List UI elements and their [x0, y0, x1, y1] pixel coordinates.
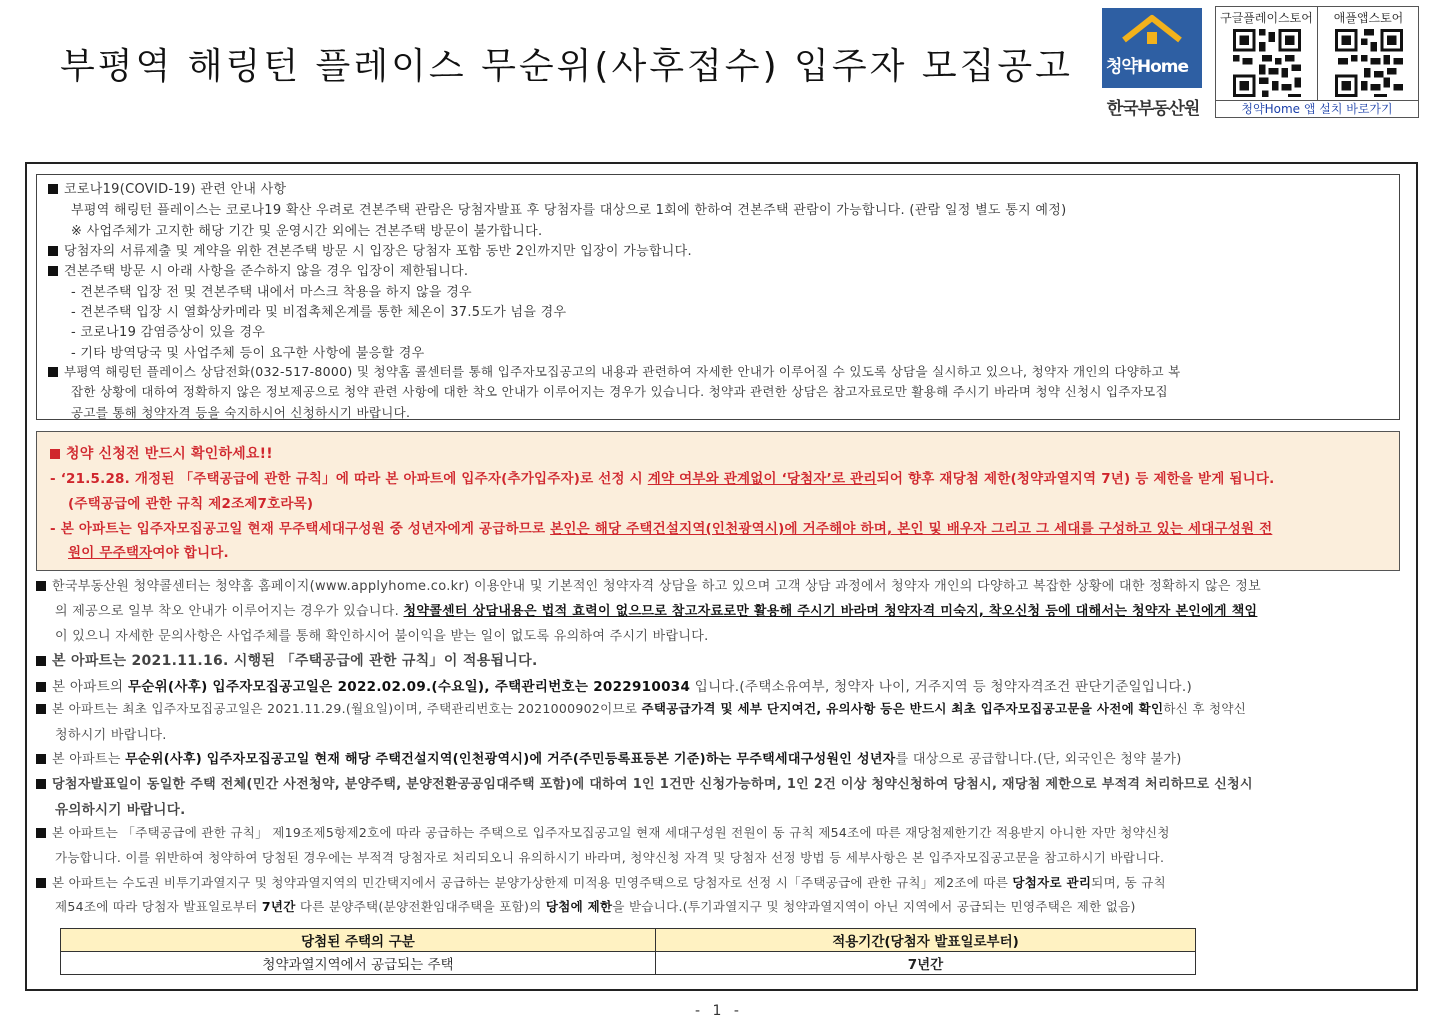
covid-line-6: - 견본주택 입장 시 열화상카메라 및 비접촉체온계를 통한 체온이 37.5도가 넘을 경우 — [71, 305, 567, 320]
logo-badge — [1102, 8, 1202, 88]
main-para-2: 본 아파트는 2021.11.16. 시행된 「주택공급에 관한 규칙」이 적용됩니다. — [52, 653, 538, 669]
bullet-square-icon — [36, 754, 46, 764]
main-para-1c: 청약콜센터 상담내용은 법적 효력이 없으므로 참고자료로만 활용해 주시기 바라며 청약자격 미숙지, 착오신청 등에 대해서는 청약자 본인에게 책임 — [403, 604, 1258, 619]
qr-code-icon — [1233, 29, 1301, 97]
applyhome-logo — [1102, 8, 1204, 118]
table-cell-category: 청약과열지역에서 공급되는 주택 — [61, 952, 656, 975]
qr-google[interactable] — [1216, 7, 1318, 100]
main-para-4c: 하신 후 청약신 — [1163, 701, 1247, 716]
logo-org: 한국부동산원 — [1106, 99, 1200, 119]
bullet-square-icon — [36, 779, 46, 789]
warning-line-1 — [50, 467, 1275, 487]
main-para-7-row — [36, 823, 1170, 841]
main-para-3a: 본 아파트의 — [52, 679, 128, 695]
bullet-square-icon — [50, 449, 60, 459]
table-cell-period: 7년간 — [656, 952, 1196, 975]
main-para-9c: 다른 분양주택(분양전환임대주택을 포함)의 — [295, 899, 546, 914]
main-para-3b: 무순위(사후) 입주자모집공고일은 2022.02.09.(수요일), 주택관리번호는 2022910034 — [127, 679, 691, 695]
bullet-square-icon — [48, 367, 58, 377]
warning-line-3b: 본인은 해당 주택건설지역(인천광역시)에 거주해야 하며, 본인 및 배우자 그리고 그 세대를 구성하고 있는 세대구성원 전 — [550, 521, 1273, 537]
main-para-5-row — [36, 748, 1182, 767]
app-install-link[interactable]: 청약Home 앱 설치 바로가기 — [1216, 100, 1418, 118]
main-para-8-row — [36, 873, 1166, 891]
covid-line-11: 공고를 통해 청약자격 등을 숙지하시어 신청하시기 바랍니다. — [71, 405, 411, 420]
bullet-square-icon — [36, 878, 46, 888]
covid-line-9: 부평역 해링턴 플레이스 상담전화(032-517-8000) 및 청약홈 콜센터를 통해 입주자모집공고의 내용과 관련하여 자세한 안내가 이루어질 수 있도록 상담을 실시하고 있으나, 청약자 개인의 다양하고 복 — [64, 364, 1181, 379]
main-para-1-line-2 — [55, 600, 1257, 619]
main-para-2-row — [36, 650, 538, 670]
main-para-3-row — [36, 675, 1192, 695]
bullet-square-icon — [36, 704, 46, 714]
covid-line-1: 부평역 해링턴 플레이스는 코로나19 확산 우려로 견본주택 관람은 당첨자발표 후 당첨자를 대상으로 1회에 한하여 견본주택 관람이 가능합니다. (관람 일정 별도 통지 예정) — [71, 203, 1067, 218]
main-para-9-row — [55, 897, 1136, 915]
table-header-period: 적용기간(당첨자 발표일로부터) — [656, 929, 1196, 952]
main-para-5b: 무순위(사후) 입주자모집공고일 현재 해당 주택건설지역(인천광역시)에 거주(주민등록표등본 기준)하는 무주택세대구성원인 성년자 — [125, 752, 896, 767]
main-para-7b: 가능합니다. 이를 위반하여 청약하여 당첨된 경우에는 부적격 당첨자로 처리되오니 유의하시기 바라며, 청약신청 자격 및 당첨자 선정 방법 등 세부사항은 본 입주자모집공고문을 참고하시기 바랍니다. — [55, 850, 1165, 865]
main-para-9a: 제54조에 따라 당첨자 발표일로부터 — [55, 899, 262, 914]
main-para-6b: 유의하시기 바랍니다. — [55, 802, 186, 818]
bullet-square-icon — [36, 682, 46, 692]
covid-line-5: - 견본주택 입장 전 및 견본주택 내에서 마스크 착용을 하지 않을 경우 — [71, 285, 472, 300]
warning-heading: 청약 신청전 반드시 확인하세요!! — [66, 446, 273, 462]
warning-line-1c: 되어 향후 재당첨 제한(청약과열지역 7년) 등 제한을 받게 됩니다. — [876, 471, 1275, 487]
logo-brand: 청약Home — [1106, 57, 1188, 77]
warning-line-1b: 계약 여부와 관계없이 ‘당첨자’로 관리 — [647, 471, 877, 487]
main-para-7: 본 아파트는 「주택공급에 관한 규칙」 제19조제5항제2호에 따라 공급하는 주택으로 입주자모집공고일 현재 세대구성원 전원이 동 규칙 제54조에 따른 재당첨제한기간 적용받지 아니한 자만 청약신청 — [52, 825, 1170, 840]
bullet-square-icon — [36, 581, 46, 591]
main-para-4b: 주택공급가격 및 세부 단지여건, 유의사항 등은 반드시 최초 입주자모집공고문을 사전에 확인 — [641, 701, 1164, 716]
house-icon — [1120, 14, 1184, 50]
main-para-6: 당첨자발표일이 동일한 주택 전체(민간 사전청약, 분양주택, 분양전환공공임대주택 포함)에 대하여 1인 1건만 신청가능하며, 1인 2건 이상 청약신청하여 당첨시, 재당첨 제한으로 부적격 처리하므로 신청시 — [52, 777, 1253, 792]
qr-apple[interactable] — [1318, 7, 1419, 100]
main-para-5a: 본 아파트는 — [52, 752, 126, 767]
covid-line-2: ※ 사업주체가 고지한 해당 기간 및 운영시간 외에는 견본주택 방문이 불가합니다. — [71, 224, 543, 239]
covid-line-3-row — [48, 240, 692, 259]
warning-line-1a: - ‘21.5.28. 개정된 「주택공급에 관한 규칙」에 따라 본 아파트에 입주자(추가입주자)로 선정 시 — [50, 471, 648, 487]
qr-code-icon — [1335, 29, 1403, 97]
main-para-4-row — [36, 699, 1246, 717]
main-para-9e: 을 받습니다.(투기과열지구 및 청약과열지역이 아닌 지역에서 공급되는 민영주택은 제한 없음) — [612, 899, 1136, 914]
covid-line-4-row — [48, 260, 468, 279]
covid-heading-line — [48, 178, 286, 197]
main-para-6-row — [36, 773, 1253, 792]
covid-line-3: 당첨자의 서류제출 및 계약을 위한 견본주택 방문 시 입장은 당첨자 포함 동반 2인까지만 입장이 가능합니다. — [64, 244, 692, 259]
bullet-square-icon — [48, 246, 58, 256]
main-para-8a: 본 아파트는 수도권 비투기과열지구 및 청약과열지역의 민간택지에서 공급하는 분양가상한제 미적용 민영주택으로 당첨자로 선정 시「주택공급에 관한 규칙」제2조에 따른 — [52, 875, 1013, 890]
table-header-category: 당첨된 주택의 구분 — [61, 929, 656, 952]
covid-line-9-row — [48, 362, 1181, 380]
warning-line-3 — [50, 517, 1272, 537]
main-para-1a: 한국부동산원 청약콜센터는 청약홈 홈페이지(www.applyhome.co.kr) 이용안내 및 기본적인 청약자격 상담을 하고 있으며 고객 상담 과정에서 청약자 개인의 다양하고 복잡한 상황에 대한 정확하지 않은 정보 — [52, 579, 1261, 594]
main-para-3c: 입니다.(주택소유여부, 청약자 나이, 거주지역 등 청약자격조건 판단기준일입니다.) — [690, 679, 1193, 695]
covid-line-10: 잡한 상황에 대하여 정확하지 않은 정보제공으로 청약 관련 사항에 대한 착오 안내가 이루어지는 경우가 있습니다. 청약과 관련한 상담은 참고자료로만 활용해 주시기 바라며 청약 신청시 입주자모집 — [71, 384, 1168, 399]
covid-heading: 코로나19(COVID-19) 관련 안내 사항 — [64, 182, 287, 197]
warning-line-4 — [68, 541, 229, 561]
restriction-table — [60, 928, 1196, 975]
bullet-square-icon — [48, 184, 58, 194]
main-para-9d: 당첨에 제한 — [545, 899, 613, 914]
main-para-8c: 되며, 동 규칙 — [1091, 875, 1166, 890]
bullet-square-icon — [36, 828, 46, 838]
table-header-row — [61, 929, 1196, 952]
page-title: 부평역 해링턴 플레이스 무순위(사후접수) 입주자 모집공고 — [60, 46, 1073, 87]
main-para-1b: 의 제공으로 일부 착오 안내가 이루어지는 경우가 있습니다. — [55, 604, 404, 619]
bullet-square-icon — [36, 656, 46, 666]
bullet-square-icon — [48, 266, 58, 276]
qr-apple-label: 애플앱스토어 — [1333, 11, 1404, 25]
main-para-8b: 당첨자로 관리 — [1012, 875, 1092, 890]
qr-google-label: 구글플레이스토어 — [1220, 11, 1313, 25]
page-number: - 1 - — [695, 1003, 743, 1019]
warning-line-4b: 여야 합니다. — [152, 545, 229, 561]
main-para-4d: 청하시기 바랍니다. — [55, 728, 167, 743]
main-para-4a: 본 아파트는 최초 입주자모집공고일은 2021.11.29.(월요일)이며, 주택관리번호는 2021000902이므로 — [52, 701, 642, 716]
main-para-5c: 를 대상으로 공급합니다.(단, 외국인은 청약 불가) — [895, 752, 1182, 767]
main-para-9b: 7년간 — [261, 899, 296, 914]
warning-line-2: (주택공급에 관한 규칙 제2조제7호라목) — [68, 496, 314, 512]
warning-heading-row — [50, 443, 273, 463]
covid-line-4: 견본주택 방문 시 아래 사항을 준수하지 않을 경우 입장이 제한됩니다. — [64, 264, 469, 279]
warning-line-3a: - 본 아파트는 입주자모집공고일 현재 무주택세대구성원 중 성년자에게 공급하므로 — [50, 521, 551, 537]
qr-panel — [1215, 6, 1419, 118]
covid-line-8: - 기타 방역당국 및 사업주체 등이 요구한 사항에 불응할 경우 — [71, 346, 425, 361]
table-row — [61, 952, 1196, 975]
covid-line-7: - 코로나19 감염증상이 있을 경우 — [71, 325, 266, 340]
main-para-1d: 이 있으니 자세한 문의사항은 사업주체를 통해 확인하시어 불이익을 받는 일이 없도록 유의하여 주시기 바랍니다. — [55, 629, 709, 644]
main-para-1-row — [36, 575, 1261, 594]
warning-line-4a: 원이 무주택자 — [68, 545, 153, 561]
